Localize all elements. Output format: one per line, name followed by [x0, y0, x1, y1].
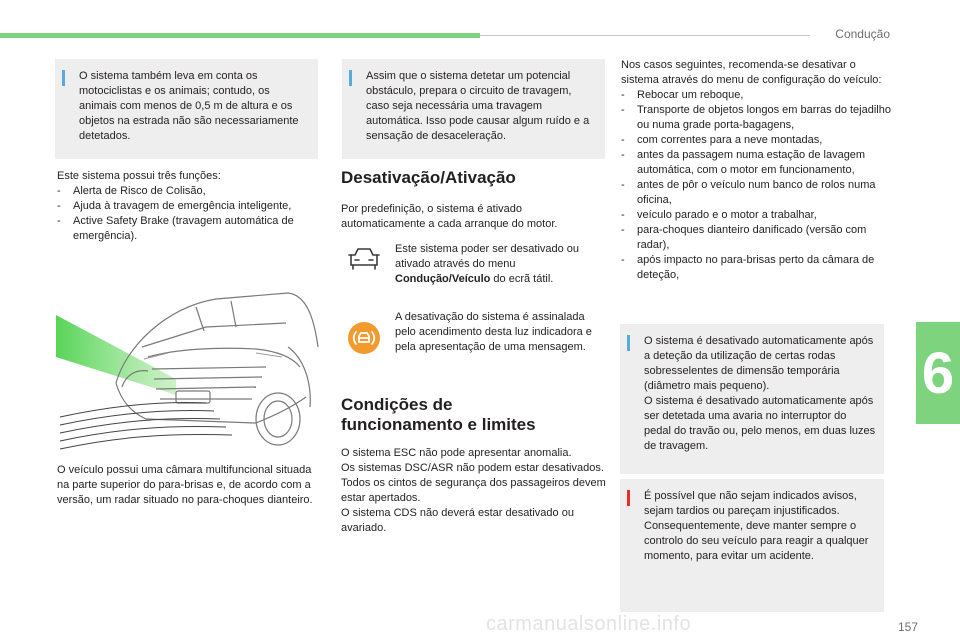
warning-bar-icon — [627, 490, 630, 506]
menu-separator: / — [448, 273, 452, 285]
deactivation-menu-text — [395, 242, 605, 287]
page-number: 157 — [897, 620, 918, 634]
info-note-animals — [55, 59, 318, 159]
menu-text-before: Este sistema poder ser desativado ou ativado através do menu — [395, 243, 580, 270]
warning-p1: É possível que não sejam indicados avisos, sejam tardios ou pareçam injustificados. — [644, 490, 857, 517]
chapter-tab: 6 — [916, 322, 960, 424]
menu-label-driving: Condução — [395, 273, 449, 285]
list-item: - Transporte de objetos longos em barras do tejadilho ou numa grade porta-bagagens, — [621, 103, 891, 133]
list-item: - Alerta de Risco de Colisão, — [57, 184, 322, 199]
heading-conditions-line2: funcionamento e limites — [341, 415, 536, 434]
recommendation-section — [621, 58, 891, 283]
condition-line: O sistema CDS não deverá estar desativado ou avariado. — [341, 507, 574, 534]
info-bar-icon — [627, 335, 630, 351]
condition-line: Todos os cintos de segurança dos passageiros devem estar apertados. — [341, 477, 606, 504]
list-item: - Ajuda à travagem de emergência inteligente, — [57, 199, 322, 214]
list-item: - antes de pôr o veículo num banco de rolos numa oficina, — [621, 178, 891, 208]
list-item: - Active Safety Brake (travagem automática de emergência). — [57, 214, 322, 244]
auto-note-p1: O sistema é desativado automaticamente após a deteção da utilização de certas rodas sobresselentes de dimensão temporária (diâmetro mais pequeno). — [644, 335, 874, 392]
info-note-text — [644, 334, 876, 454]
auto-note-p2: O sistema é desativado automaticamente após ser detetada uma avaria no interruptor do pedal do travão ou, pelo menos, em duas luzes de travagem. — [644, 395, 876, 452]
menu-label-vehicle: Veículo — [451, 273, 491, 285]
indicator-text: A desativação do sistema é assinalada pelo acendimento desta luz indicadora e pela apresentação de uma mensagem. — [395, 311, 592, 353]
camera-paragraph: O veículo possui uma câmara multifuncional situada na parte superior do para-brisas e, de acordo com a versão, um radar situado no para-choques dianteiro. — [57, 464, 313, 506]
functions-section — [57, 169, 322, 244]
car-front-icon — [347, 247, 381, 271]
top-accent-bar — [0, 33, 480, 38]
collision-warning-lamp-icon — [347, 321, 381, 355]
heading-conditions-line1: Condições de — [341, 395, 453, 414]
condition-line: O sistema ESC não pode apresentar anomalia. — [341, 447, 572, 459]
top-rule — [480, 35, 810, 36]
watermark: carmanualsonline.info — [486, 613, 692, 635]
functions-intro: Este sistema possui três funções: — [57, 170, 221, 182]
info-bar-icon — [349, 70, 352, 86]
warning-note — [620, 479, 884, 612]
conditions-paragraph — [341, 446, 606, 536]
menu-text-after: do ecrã tátil. — [490, 273, 554, 285]
info-note-auto-deactivation — [620, 324, 884, 474]
section-title: Condução — [835, 27, 890, 41]
info-note-detection — [342, 59, 605, 159]
list-item: - com correntes para a neve montadas, — [621, 133, 891, 148]
condition-line: Os sistemas DSC/ASR não podem estar desativados. — [341, 462, 604, 474]
list-item: - antes da passagem numa estação de lavagem automática, com o motor em funcionamento, — [621, 148, 891, 178]
heading-deactivation: Desativação/Ativação — [341, 168, 516, 187]
heading-conditions — [341, 395, 536, 435]
warning-p2: Consequentemente, deve manter sempre o controlo do seu veículo para reagir a qualquer momento, para evitar um acidente. — [644, 520, 869, 562]
info-note-text: Assim que o sistema detetar um potencial obstáculo, prepara o circuito de travagem, caso seja necessária uma travagem automática. Isso pode causar algum ruído e a sensação de desaceleração. — [366, 70, 590, 142]
list-item: - para-choques dianteiro danificado (versão com radar), — [621, 223, 891, 253]
info-bar-icon — [62, 70, 65, 86]
list-item: - veículo parado e o motor a trabalhar, — [621, 208, 891, 223]
warning-note-text — [644, 489, 876, 564]
car-radar-illustration — [56, 287, 320, 455]
list-item: - após impacto no para-brisas perto da câmara de deteção, — [621, 253, 891, 283]
default-activation-text: Por predefinição, o sistema é ativado automaticamente a cada arranque do motor. — [341, 203, 558, 230]
list-item: - Rebocar um reboque, — [621, 88, 891, 103]
recommendation-intro: Nos casos seguintes, recomenda-se desativar o sistema através do menu de configuração do veículo: — [621, 59, 882, 86]
info-note-text: O sistema também leva em conta os motociclistas e os animais; contudo, os animais com menos de 0,5 m de altura e os objetos na estrada não são necessariamente detetados. — [79, 70, 299, 142]
